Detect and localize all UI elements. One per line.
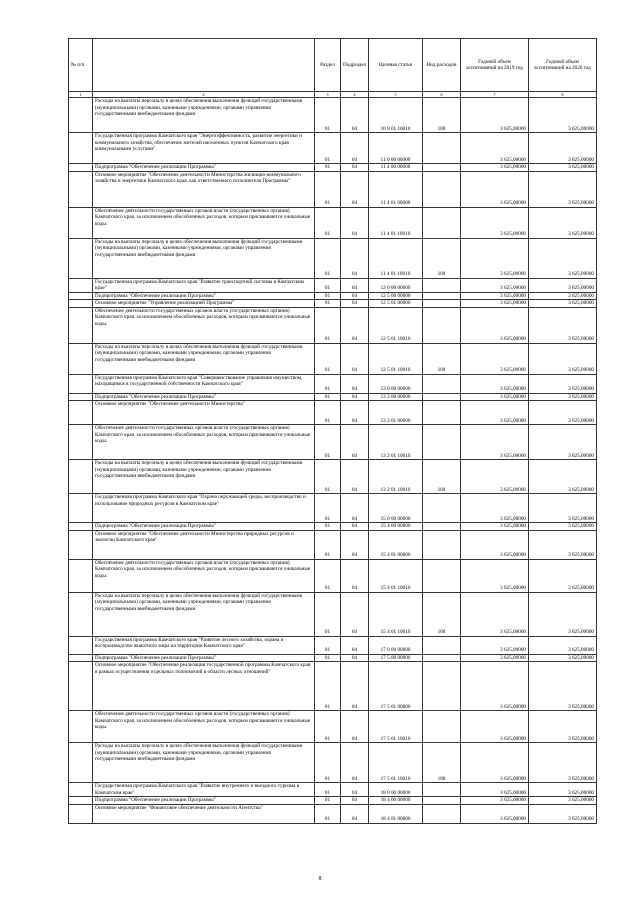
row-number-cell <box>69 307 93 343</box>
row-razdel: 01 <box>315 238 341 278</box>
table-row <box>69 207 597 238</box>
row-vid: 100 <box>423 743 461 783</box>
row-podrazdel: 04 <box>341 636 369 654</box>
row-number-cell <box>69 654 93 662</box>
row-razdel: 01 <box>315 783 341 797</box>
row-amount-2019: 3 625,00000 <box>461 559 529 592</box>
header-razdel: Раздел <box>315 39 341 92</box>
row-number-cell <box>69 530 93 559</box>
row-amount-2020: 3 625,00000 <box>529 374 597 393</box>
row-podrazdel: 04 <box>341 804 369 823</box>
row-target: 10 8 01 10010 <box>369 98 423 133</box>
row-number-cell <box>69 804 93 823</box>
column-number: 3 <box>315 92 341 98</box>
row-amount-2020: 3 625,00000 <box>529 393 597 401</box>
table-row <box>69 743 597 783</box>
row-amount-2020: 3 625,00000 <box>529 171 597 207</box>
row-podrazdel: 04 <box>341 207 369 238</box>
row-target: 11 4 00 00000 <box>369 164 423 172</box>
row-amount-2019: 3 625,00000 <box>461 133 529 164</box>
row-name: Государственная программа Камчатского края "Совершенствование управления имуществом, находящимся в государственной собственности Камчатского края" <box>93 374 315 393</box>
row-name: Подпрограмма "Обеспечение реализации Программы" <box>93 523 315 531</box>
row-amount-2020: 3 625,00000 <box>529 238 597 278</box>
row-amount-2019: 3 625,00000 <box>461 636 529 654</box>
table-row <box>69 797 597 805</box>
budget-table <box>68 38 597 824</box>
table-header-row <box>69 39 597 92</box>
table-row <box>69 559 597 592</box>
row-amount-2019: 3 625,00000 <box>461 592 529 636</box>
row-target: 15 0 00 00000 <box>369 494 423 523</box>
row-podrazdel: 04 <box>341 278 369 292</box>
header-2019: Годовой объем ассигнований на 2019 год <box>461 39 529 92</box>
row-razdel: 01 <box>315 307 341 343</box>
row-number-cell <box>69 374 93 393</box>
row-target: 13 2 01 10010 <box>369 460 423 494</box>
row-amount-2020: 3 625,00000 <box>529 654 597 662</box>
row-vid: 100 <box>423 238 461 278</box>
row-vid <box>423 207 461 238</box>
table-row <box>69 164 597 172</box>
row-number-cell <box>69 343 93 374</box>
table-row <box>69 530 597 559</box>
row-name: Расходы на выплаты персоналу в целях обеспечения выполнения функций государственными (муниципальными) органами, казенными учреждениями, органами управления государственными внебюджетными фондами <box>93 743 315 783</box>
row-razdel: 01 <box>315 207 341 238</box>
row-amount-2019: 3 625,00000 <box>461 711 529 743</box>
table-row <box>69 662 597 711</box>
row-amount-2019: 3 625,00000 <box>461 783 529 797</box>
column-number: 7 <box>461 92 529 98</box>
row-number-cell <box>69 207 93 238</box>
row-amount-2020: 3 625,00000 <box>529 343 597 374</box>
row-podrazdel: 04 <box>341 460 369 494</box>
row-number-cell <box>69 98 93 133</box>
table-row <box>69 393 597 401</box>
row-podrazdel: 04 <box>341 307 369 343</box>
row-razdel: 01 <box>315 797 341 805</box>
row-podrazdel: 04 <box>341 654 369 662</box>
row-target: 18 4 00 00000 <box>369 797 423 805</box>
row-amount-2019: 3 625,00000 <box>461 207 529 238</box>
row-target: 12 5 01 10010 <box>369 343 423 374</box>
row-amount-2020: 3 625,00000 <box>529 300 597 308</box>
column-number: 5 <box>369 92 423 98</box>
header-podrazdel: Подраздел <box>341 39 369 92</box>
header-target: Целевая статья <box>369 39 423 92</box>
row-amount-2019: 3 625,00000 <box>461 278 529 292</box>
row-podrazdel: 04 <box>341 171 369 207</box>
row-podrazdel: 04 <box>341 711 369 743</box>
row-podrazdel: 04 <box>341 592 369 636</box>
row-amount-2019: 3 625,00000 <box>461 460 529 494</box>
row-podrazdel: 04 <box>341 523 369 531</box>
row-amount-2019: 3 625,00000 <box>461 530 529 559</box>
row-amount-2020: 3 625,00000 <box>529 98 597 133</box>
row-podrazdel: 04 <box>341 133 369 164</box>
row-amount-2019: 3 625,00000 <box>461 654 529 662</box>
row-name: Подпрограмма "Обеспечение реализации Программы" <box>93 164 315 172</box>
row-target: 12 0 00 00000 <box>369 278 423 292</box>
row-amount-2019: 3 625,00000 <box>461 743 529 783</box>
row-target: 17 5 01 10010 <box>369 711 423 743</box>
row-amount-2019: 3 625,00000 <box>461 343 529 374</box>
row-target: 12 5 00 00000 <box>369 292 423 300</box>
row-target: 11 4 01 10010 <box>369 207 423 238</box>
row-target: 13 2 01 00000 <box>369 401 423 425</box>
row-amount-2019: 3 625,00000 <box>461 98 529 133</box>
row-name: Расходы на выплаты персоналу в целях обеспечения выполнения функций государственными (муниципальными) органами, казенными учреждениями, органами управления государственными внебюджетными фондами <box>93 592 315 636</box>
row-target: 17 0 00 00000 <box>369 636 423 654</box>
row-amount-2020: 3 625,00000 <box>529 401 597 425</box>
table-row <box>69 494 597 523</box>
row-name: Государственная программа Камчатского края "Охрана окружающей среды, воспроизводство и использование природных ресурсов в Камчатском крае" <box>93 494 315 523</box>
table-row <box>69 374 597 393</box>
row-name: Подпрограмма "Обеспечение реализации Программы" <box>93 654 315 662</box>
row-razdel: 01 <box>315 592 341 636</box>
row-razdel: 01 <box>315 425 341 460</box>
table-row <box>69 401 597 425</box>
row-name: Основное мероприятие "Обеспечение деятельности Министерства жилищно-коммунального хозяйства и энергетики Камчатского края, как ответственного исполнителя Программы" <box>93 171 315 207</box>
row-vid <box>423 164 461 172</box>
row-amount-2020: 3 625,00000 <box>529 460 597 494</box>
row-number-cell <box>69 797 93 805</box>
row-razdel: 01 <box>315 636 341 654</box>
row-target: 13 2 00 00000 <box>369 393 423 401</box>
row-podrazdel: 04 <box>341 662 369 711</box>
row-amount-2020: 3 625,00000 <box>529 804 597 823</box>
row-razdel: 01 <box>315 278 341 292</box>
row-name: Обеспечение деятельности государственных органов власти (государственных органов) Камчатского края, за исключением обособленных расходов, которым присваиваются уникальные коды. <box>93 711 315 743</box>
row-podrazdel: 04 <box>341 401 369 425</box>
row-number-cell <box>69 292 93 300</box>
row-vid <box>423 133 461 164</box>
row-number-cell <box>69 171 93 207</box>
row-vid <box>423 636 461 654</box>
row-vid <box>423 654 461 662</box>
row-number-cell <box>69 636 93 654</box>
header-name <box>93 39 315 92</box>
row-number-cell <box>69 559 93 592</box>
row-number-cell <box>69 494 93 523</box>
row-vid <box>423 523 461 531</box>
row-razdel: 01 <box>315 743 341 783</box>
row-target: 15 4 00 00000 <box>369 523 423 531</box>
table-row <box>69 307 597 343</box>
table-row <box>69 592 597 636</box>
row-vid <box>423 374 461 393</box>
row-number-cell <box>69 278 93 292</box>
column-number: 8 <box>529 92 597 98</box>
row-amount-2020: 3 625,00000 <box>529 425 597 460</box>
row-vid <box>423 292 461 300</box>
row-target: 15 4 01 10010 <box>369 592 423 636</box>
row-razdel: 01 <box>315 401 341 425</box>
row-target: 13 2 01 10010 <box>369 425 423 460</box>
row-number-cell <box>69 743 93 783</box>
column-number: 6 <box>423 92 461 98</box>
row-razdel: 01 <box>315 662 341 711</box>
row-name: Основное мероприятие "Финансовое обеспечение деятельности Агентства" <box>93 804 315 823</box>
row-amount-2020: 3 625,00000 <box>529 592 597 636</box>
row-number-cell <box>69 460 93 494</box>
row-amount-2019: 3 625,00000 <box>461 374 529 393</box>
row-amount-2019: 3 625,00000 <box>461 164 529 172</box>
row-target: 17 5 01 00000 <box>369 662 423 711</box>
row-number-cell <box>69 300 93 308</box>
row-vid <box>423 559 461 592</box>
row-amount-2019: 3 625,00000 <box>461 300 529 308</box>
row-amount-2020: 3 625,00000 <box>529 530 597 559</box>
table-row <box>69 460 597 494</box>
header-2020: Годовой объем ассигнований на 2020 год <box>529 39 597 92</box>
row-target: 12 5 01 10010 <box>369 307 423 343</box>
row-name: Государственная программа Камчатского края "Энергоэффективность, развитие энергетики и коммунального хозяйства, обеспечение жителей населенных пунктов Камчатского края коммунальными услугами" <box>93 133 315 164</box>
row-razdel: 01 <box>315 804 341 823</box>
row-razdel: 01 <box>315 393 341 401</box>
row-razdel: 01 <box>315 494 341 523</box>
row-name: Подпрограмма "Обеспечение реализации Программы" <box>93 292 315 300</box>
table-row <box>69 654 597 662</box>
row-number-cell <box>69 425 93 460</box>
row-razdel: 01 <box>315 559 341 592</box>
row-amount-2020: 3 625,00000 <box>529 494 597 523</box>
row-number-cell <box>69 133 93 164</box>
row-amount-2020: 3 625,00000 <box>529 278 597 292</box>
row-name: Подпрограмма "Обеспечение реализации Программы" <box>93 797 315 805</box>
row-razdel: 01 <box>315 654 341 662</box>
row-vid: 100 <box>423 98 461 133</box>
page-number: 8 <box>318 876 322 882</box>
row-vid <box>423 783 461 797</box>
row-amount-2019: 3 625,00000 <box>461 238 529 278</box>
row-vid <box>423 300 461 308</box>
row-target: 17 5 00 00000 <box>369 654 423 662</box>
row-vid <box>423 711 461 743</box>
row-name: Государственная программа Камчатского края "Развитие транспортной системы в Камчатском крае" <box>93 278 315 292</box>
row-name: Государственная программа Камчатского края "Развитие лесного хозяйства, охрана и воспроизводство животного мира на территории Камчатского края" <box>93 636 315 654</box>
header-vid: Вид расходов <box>423 39 461 92</box>
row-podrazdel: 04 <box>341 238 369 278</box>
row-vid: 100 <box>423 460 461 494</box>
row-podrazdel: 04 <box>341 343 369 374</box>
row-podrazdel: 04 <box>341 530 369 559</box>
row-podrazdel: 04 <box>341 374 369 393</box>
table-row <box>69 98 597 133</box>
row-number-cell <box>69 783 93 797</box>
row-amount-2020: 3 625,00000 <box>529 783 597 797</box>
row-name: Расходы на выплаты персоналу в целях обеспечения выполнения функций государственными (муниципальными) органами, казенными учреждениями, органами управления государственными внебюджетными фондами <box>93 343 315 374</box>
row-vid <box>423 530 461 559</box>
table-row <box>69 343 597 374</box>
row-podrazdel: 04 <box>341 292 369 300</box>
header-num: № п/п <box>69 39 93 92</box>
row-amount-2020: 3 625,00000 <box>529 559 597 592</box>
row-amount-2020: 3 625,00000 <box>529 207 597 238</box>
row-vid: 100 <box>423 343 461 374</box>
row-vid <box>423 393 461 401</box>
row-vid <box>423 804 461 823</box>
row-amount-2020: 3 625,00000 <box>529 307 597 343</box>
row-vid <box>423 797 461 805</box>
table-row <box>69 133 597 164</box>
row-podrazdel: 04 <box>341 393 369 401</box>
row-target: 18 4 01 00000 <box>369 804 423 823</box>
row-name: Основное мероприятие "Управление реализацией Программы" <box>93 300 315 308</box>
row-razdel: 01 <box>315 460 341 494</box>
row-amount-2019: 3 625,00000 <box>461 307 529 343</box>
row-razdel: 01 <box>315 300 341 308</box>
row-amount-2019: 3 625,00000 <box>461 523 529 531</box>
row-podrazdel: 04 <box>341 559 369 592</box>
row-razdel: 01 <box>315 343 341 374</box>
row-razdel: 01 <box>315 711 341 743</box>
row-vid <box>423 307 461 343</box>
row-target: 15 4 01 00000 <box>369 530 423 559</box>
row-amount-2020: 3 625,00000 <box>529 662 597 711</box>
row-amount-2020: 3 625,00000 <box>529 636 597 654</box>
row-name: Государственная программа Камчатского края "Развитие внутреннего и въездного туризма в Камчатском крае" <box>93 783 315 797</box>
row-amount-2019: 3 625,00000 <box>461 171 529 207</box>
table-row <box>69 292 597 300</box>
row-amount-2019: 3 625,00000 <box>461 292 529 300</box>
row-razdel: 01 <box>315 98 341 133</box>
row-number-cell <box>69 401 93 425</box>
row-amount-2020: 3 625,00000 <box>529 711 597 743</box>
row-target: 15 4 01 10010 <box>369 559 423 592</box>
row-name: Обеспечение деятельности государственных органов власти (государственных органов) Камчатского края, за исключением обособленных расходов, которым присваиваются уникальные коды. <box>93 425 315 460</box>
row-amount-2020: 3 625,00000 <box>529 133 597 164</box>
row-target: 11 4 01 00000 <box>369 171 423 207</box>
row-number-cell <box>69 164 93 172</box>
row-amount-2019: 3 625,00000 <box>461 401 529 425</box>
row-number-cell <box>69 238 93 278</box>
row-name: Обеспечение деятельности государственных органов власти (государственных органов) Камчатского края, за исключением обособленных расходов, которым присваиваются уникальные коды. <box>93 307 315 343</box>
row-target: 13 0 00 00000 <box>369 374 423 393</box>
row-name: Подпрограмма "Обеспечение реализации Программы" <box>93 393 315 401</box>
row-target: 12 5 01 00000 <box>369 300 423 308</box>
row-razdel: 01 <box>315 374 341 393</box>
row-amount-2019: 3 625,00000 <box>461 393 529 401</box>
row-amount-2019: 3 625,00000 <box>461 494 529 523</box>
table-row <box>69 238 597 278</box>
row-number-cell <box>69 523 93 531</box>
row-amount-2020: 3 625,00000 <box>529 797 597 805</box>
row-target: 18 0 00 00000 <box>369 783 423 797</box>
row-razdel: 01 <box>315 530 341 559</box>
row-number-cell <box>69 592 93 636</box>
row-razdel: 01 <box>315 133 341 164</box>
row-amount-2020: 3 625,00000 <box>529 743 597 783</box>
row-podrazdel: 04 <box>341 797 369 805</box>
column-number: 4 <box>341 92 369 98</box>
row-vid <box>423 401 461 425</box>
row-amount-2019: 3 625,00000 <box>461 804 529 823</box>
row-vid <box>423 494 461 523</box>
row-razdel: 01 <box>315 164 341 172</box>
row-podrazdel: 04 <box>341 164 369 172</box>
row-name: Обеспечение деятельности государственных органов власти (государственных органов) Камчатского края, за исключением обособленных расходов, которым присваиваются уникальные коды. <box>93 559 315 592</box>
row-razdel: 01 <box>315 523 341 531</box>
row-amount-2020: 3 625,00000 <box>529 292 597 300</box>
row-razdel: 01 <box>315 292 341 300</box>
table-row <box>69 523 597 531</box>
table-row <box>69 711 597 743</box>
row-amount-2019: 3 625,00000 <box>461 797 529 805</box>
row-target: 11 0 00 00000 <box>369 133 423 164</box>
row-vid <box>423 278 461 292</box>
row-name: Расходы на выплаты персоналу в целях обеспечения выполнения функций государственными (муниципальными) органами, казенными учреждениями, органами управления государственными внебюджетными фондами <box>93 460 315 494</box>
table-row <box>69 636 597 654</box>
table-row <box>69 171 597 207</box>
table-row <box>69 300 597 308</box>
row-name: Обеспечение деятельности государственных органов власти (государственных органов) Камчатского края, за исключением обособленных расходов, которым присваиваются уникальные коды. <box>93 207 315 238</box>
row-amount-2019: 3 625,00000 <box>461 662 529 711</box>
row-amount-2019: 3 625,00000 <box>461 425 529 460</box>
row-number-cell <box>69 711 93 743</box>
row-podrazdel: 04 <box>341 743 369 783</box>
row-podrazdel: 04 <box>341 494 369 523</box>
table-row <box>69 783 597 797</box>
row-razdel: 01 <box>315 171 341 207</box>
row-target: 17 5 01 10010 <box>369 743 423 783</box>
row-vid <box>423 171 461 207</box>
table-row <box>69 425 597 460</box>
row-name: Основное мероприятие "Обеспечение деятельности Министерства" <box>93 401 315 425</box>
row-vid <box>423 425 461 460</box>
row-amount-2020: 3 625,00000 <box>529 523 597 531</box>
row-name: Расходы на выплаты персоналу в целях обеспечения выполнения функций государственными (муниципальными) органами, казенными учреждениями, органами управления государственными внебюджетными фондами <box>93 98 315 133</box>
row-number-cell <box>69 662 93 711</box>
row-podrazdel: 04 <box>341 98 369 133</box>
row-name: Основное мероприятие "Обеспечение реализации государственной программы Камчатского края в рамках осуществления отдельных полномочий в области лесных отношений" <box>93 662 315 711</box>
row-name: Расходы на выплаты персоналу в целях обеспечения выполнения функций государственными (муниципальными) органами, казенными учреждениями, органами управления государственными внебюджетными фондами <box>93 238 315 278</box>
row-target: 11 4 01 10010 <box>369 238 423 278</box>
column-number: 2 <box>93 92 315 98</box>
row-vid: 100 <box>423 592 461 636</box>
table-row <box>69 804 597 823</box>
row-podrazdel: 04 <box>341 425 369 460</box>
row-podrazdel: 04 <box>341 300 369 308</box>
column-number: 1 <box>69 92 93 98</box>
row-vid <box>423 662 461 711</box>
row-amount-2020: 3 625,00000 <box>529 164 597 172</box>
row-podrazdel: 04 <box>341 783 369 797</box>
row-number-cell <box>69 393 93 401</box>
table-row <box>69 278 597 292</box>
row-name: Основное мероприятие "Обеспечение деятельности Министерства природных ресурсов и экологии Камчатского края" <box>93 530 315 559</box>
